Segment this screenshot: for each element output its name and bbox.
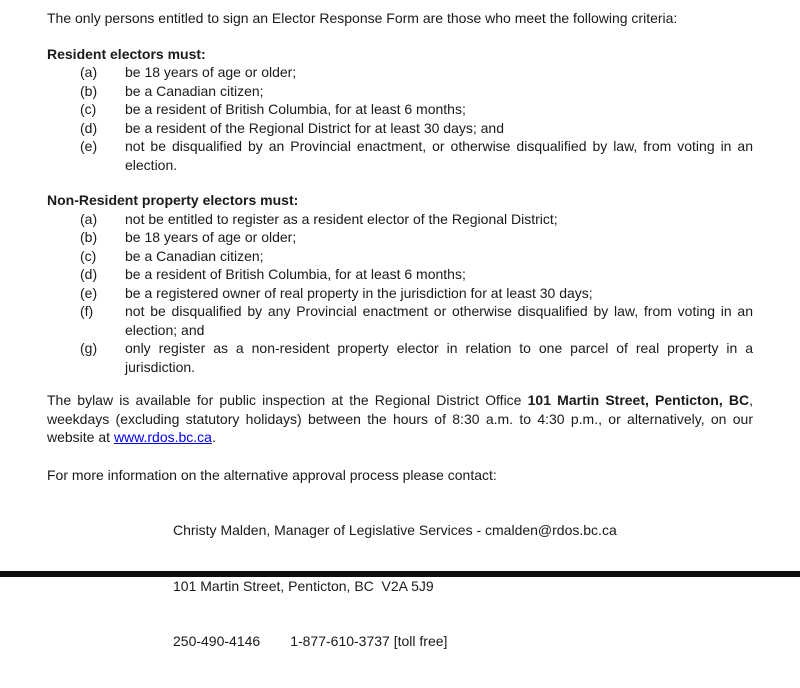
- list-item-marker: (b): [80, 82, 98, 99]
- contact-intro: For more information on the alternative approval process please contact:: [47, 466, 497, 483]
- list-item: [47, 247, 753, 266]
- office-address-bold: 101 Martin Street, Penticton, BC: [527, 392, 750, 408]
- list-item-text: be a resident of British Columbia, for at least 6 months;: [125, 101, 466, 117]
- list-item-text: not be disqualified by any Provincial enactment or otherwise disqualified by law, from voting in an election; and: [125, 303, 753, 338]
- list-item-text: be 18 years of age or older;: [125, 64, 297, 80]
- list-item-marker: (c): [80, 247, 97, 264]
- list-item-marker: (a): [80, 210, 98, 227]
- list-item-text: be 18 years of age or older;: [125, 229, 297, 245]
- list-item: [47, 284, 753, 303]
- bylaw-text-pre: The bylaw is available for public inspection at the Regional District Office: [47, 392, 528, 408]
- list-item: [47, 137, 753, 174]
- contact-phone-line: [173, 632, 753, 651]
- website-link[interactable]: www.rdos.bc.ca: [113, 429, 212, 445]
- list-item-marker: (d): [80, 119, 98, 136]
- contact-name-line: Christy Malden, Manager of Legislative Services - cmalden@rdos.bc.ca: [173, 522, 617, 538]
- list-item: [47, 119, 753, 138]
- list-item-marker: (b): [80, 229, 98, 245]
- section-heading-nonresident: Non-Resident property electors must:: [47, 192, 299, 208]
- footer-divider-bar: [0, 571, 800, 577]
- list-item-marker: (d): [80, 266, 98, 282]
- list-item-marker: (e): [80, 138, 98, 154]
- list-item: [47, 265, 753, 284]
- list-item-text: only register as a non-resident property elector in relation to one parcel of real property in a jurisdiction.: [125, 340, 753, 375]
- section-resident-electors: [47, 45, 753, 175]
- contact-address-line: 101 Martin Street, Penticton, BC V2A 5J9: [173, 577, 434, 594]
- list-item: [47, 100, 753, 119]
- list-item: [47, 210, 753, 229]
- list-item: [47, 302, 753, 339]
- list-item-text: be a resident of British Columbia, for at least 6 months;: [125, 266, 466, 282]
- list-item-marker: (c): [80, 101, 97, 117]
- list-item-marker: (e): [80, 284, 98, 301]
- list-item: [47, 82, 753, 101]
- list-item-text: not be disqualified by an Provincial enactment, or otherwise disqualified by law, from voting in an election.: [125, 138, 753, 173]
- list-item-text: be a resident of the Regional District for at least 30 days; and: [125, 119, 504, 136]
- document-content: [47, 9, 753, 688]
- bylaw-text-post: .: [211, 429, 216, 445]
- resident-electors-list: [47, 63, 753, 174]
- list-item: [47, 63, 753, 82]
- section-heading-resident: Resident electors must:: [47, 45, 206, 62]
- list-item-text: be a registered owner of real property in the jurisdiction for at least 30 days;: [125, 284, 593, 301]
- list-item: [47, 339, 753, 376]
- section-nonresident-electors: [47, 191, 753, 376]
- nonresident-electors-list: [47, 210, 753, 377]
- list-item-marker: (g): [80, 340, 98, 356]
- bylaw-text-mid: , weekdays (excluding statutory holidays) between the hours of 8:30 a.m. to 4:30 p.m., or alternatively, on our website at: [47, 392, 753, 445]
- list-item-text: be a Canadian citizen;: [125, 247, 264, 264]
- contact-block: [173, 484, 753, 688]
- phone-tollfree: 1-877-610-3737 [toll free]: [290, 633, 448, 649]
- bylaw-paragraph: [47, 391, 753, 447]
- list-item-text: not be entitled to register as a resident elector of the Regional District;: [125, 210, 558, 227]
- list-item: [47, 228, 753, 247]
- list-item-text: be a Canadian citizen;: [125, 82, 264, 99]
- phone-local: 250-490-4146: [173, 633, 261, 649]
- list-item-marker: (f): [80, 303, 94, 319]
- intro-paragraph: The only persons entitled to sign an Elector Response Form are those who meet the following criteria:: [47, 10, 678, 26]
- list-item-marker: (a): [80, 64, 98, 80]
